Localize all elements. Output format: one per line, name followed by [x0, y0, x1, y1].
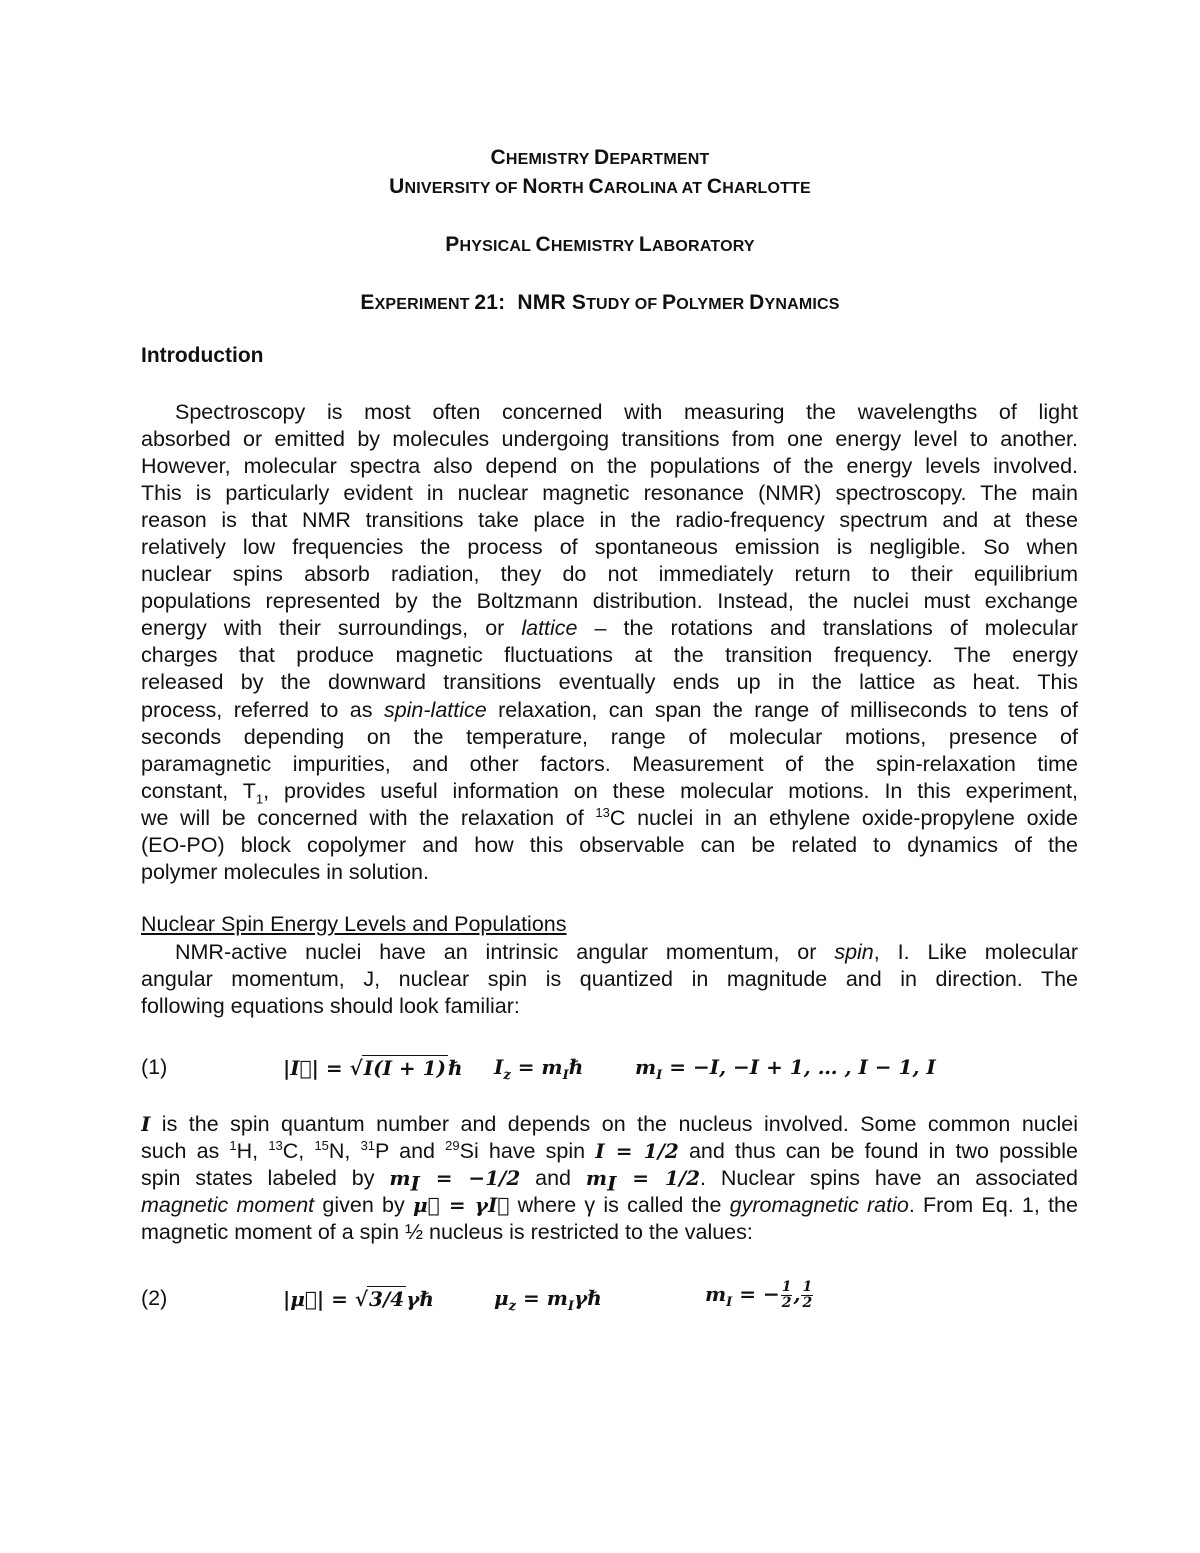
- paragraph-line: magnetic moment of a spin ½ nucleus is restricted to the values:: [141, 1220, 753, 1245]
- introduction-heading: Introduction: [141, 344, 264, 367]
- paragraph-line: This is particularly evident in nuclear magnetic resonance (NMR) spectroscopy. The main: [141, 481, 1078, 506]
- paragraph-line: I is the spin quantum number and depends on the nucleus involved. Some common nuclei: [141, 1112, 1078, 1136]
- introduction-paragraph: [141, 399, 1078, 886]
- lab-title: PHYSICAL CHEMISTRY LABORATORY: [445, 233, 755, 256]
- fraction: $\frac{1}{2}$: [802, 1279, 813, 1311]
- equation-1-magnitude: |I⃗| = √I(I + 1) ℏ: [283, 1056, 463, 1080]
- paragraph-line: paramagnetic impurities, and other factors. Measurement of the spin-relaxation time: [141, 751, 1078, 776]
- paragraph-line: polymer molecules in solution.: [141, 859, 429, 884]
- paragraph-line: reason is that NMR transitions take place in the radio-frequency spectrum and at these: [141, 508, 1078, 533]
- paragraph-line: nuclear spins absorb radiation, they do not immediately return to their equilibrium: [141, 562, 1078, 587]
- department-title: CHEMISTRY DEPARTMENT: [490, 146, 710, 169]
- paragraph-line: charges that produce magnetic fluctuations at the transition frequency. The energy: [141, 643, 1078, 668]
- paragraph-line: seconds depending on the temperature, range of molecular motions, presence of: [141, 724, 1078, 749]
- section-heading: Nuclear Spin Energy Levels and Populations: [141, 912, 567, 936]
- fraction: $\frac{1}{2}$: [781, 1279, 792, 1311]
- equation-2-z-component: $\mu_z$ = $m_I\gamma\hbar$: [494, 1286, 602, 1314]
- paragraph-line: constant, $T_1$, provides useful information on these molecular motions. In this experiment,: [141, 778, 1078, 805]
- paragraph-line: we will be concerned with the relaxation of $^{13}$C nuclei in an ethylene oxide-propylene oxide: [141, 804, 1078, 830]
- equation-2-label: (2): [141, 1286, 168, 1310]
- paragraph-line: magnetic moment given by μ⃗ = γI⃗ where γ is called the gyromagnetic ratio. From Eq. 1, the: [141, 1193, 1078, 1218]
- paragraph-line: energy with their surroundings, or lattice – the rotations and translations of molecular: [141, 616, 1078, 641]
- equation-2-magnitude: |μ⃗| = √3/4 γℏ: [283, 1287, 434, 1311]
- paragraph-line: following equations should look familiar:: [141, 994, 520, 1019]
- experiment-title: EXPERIMENT 21: NMR STUDY OF POLYMER DYNAMICS: [360, 291, 840, 314]
- paragraph-line: (EO-PO) block copolymer and how this observable can be related to dynamics of the: [141, 832, 1078, 857]
- paragraph-line: spin states labeled by $m_I = -1/2$ and $m_I = 1/2$. Nuclear spins have an associated: [141, 1166, 1078, 1193]
- section-paragraph: [141, 939, 1078, 1020]
- equation-1-z-component: $I_z$ = $m_I\hbar$: [494, 1055, 584, 1083]
- university-title: UNIVERSITY OF NORTH CAROLINA AT CHARLOTTE: [389, 175, 811, 198]
- paragraph-line: populations represented by the Boltzmann distribution. Instead, the nuclei must exchange: [141, 589, 1078, 614]
- spin-paragraph: [141, 1111, 1078, 1246]
- paragraph-line: NMR-active nuclei have an intrinsic angular momentum, or spin, I. Like molecular: [175, 940, 1078, 964]
- equation-1-label: (1): [141, 1055, 168, 1079]
- paragraph-line: absorbed or emitted by molecules undergoing transitions from one energy level to another.: [141, 427, 1078, 452]
- equation-2-mi-values: $m_I$ = − $\frac{1}{2}$ , $\frac{1}{2}$: [705, 1279, 813, 1311]
- paragraph-line: process, referred to as spin-lattice relaxation, can span the range of milliseconds to tens of: [141, 697, 1078, 722]
- equation-1-mi-values: $m_I = -I$, −I + 1, … , I − 1, I: [635, 1055, 936, 1083]
- paragraph-line: such as $^1$H, $^{13}$C, $^{15}$N, $^{31}$P and $^{29}$Si have spin I = 1/2 and thus can be found in two possible: [141, 1138, 1078, 1164]
- paragraph-line: relatively low frequencies the process of spontaneous emission is negligible. So when: [141, 535, 1078, 560]
- paragraph-line: angular momentum, J, nuclear spin is quantized in magnitude and in direction. The: [141, 967, 1078, 992]
- paragraph-line: However, molecular spectra also depend on the populations of the energy levels involved.: [141, 454, 1078, 479]
- paragraph-line: released by the downward transitions eventually ends up in the lattice as heat. This: [141, 670, 1078, 695]
- paragraph-line: Spectroscopy is most often concerned with measuring the wavelengths of light: [175, 400, 1078, 424]
